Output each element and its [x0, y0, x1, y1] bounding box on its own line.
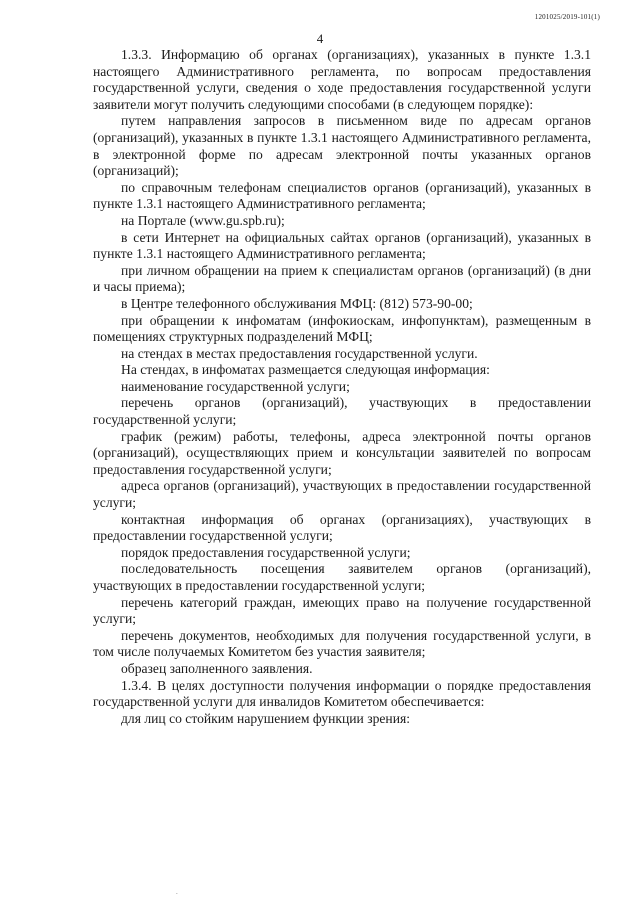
paragraph-1-3-3: 1.3.3. Информацию об органах (организациях), указанных в пункте 1.3.1 настоящего Административного регламента, по вопросам предоставления государственной услуги, сведения о ходе предоставления государственной услуги заявители могут получить следующими способами (в следующем порядке):: [93, 47, 591, 112]
list-item-visit-sequence: последовательность посещения заявителем органов (организаций), участвующих в предоставлении государственной услуги;: [93, 561, 591, 593]
document-body: [93, 47, 591, 727]
list-item-written-requests: путем направления запросов в письменном виде по адресам органов (организаций), указанных в пункте 1.3.1 настоящего Административного регламента, в электронной форме по адресам электронной почты указанных органов (организаций);: [93, 113, 591, 179]
page-number: 4: [316, 31, 324, 46]
list-item-stands: на стендах в местах предоставления государственной услуги.: [121, 345, 478, 361]
paragraph-vision-impaired: для лиц со стойким нарушением функции зрения:: [121, 710, 411, 726]
list-item-portal: на Портале (www.gu.spb.ru);: [121, 212, 285, 228]
document-code: 1201025/2019-101(1): [534, 13, 600, 21]
paragraph-stands-info: На стендах, в инфоматах размещается следующая информация:: [121, 362, 490, 378]
paragraph-1-3-4: 1.3.4. В целях доступности получения информации о порядке предоставления государственной услуги для инвалидов Комитетом обеспечивается:: [93, 677, 591, 710]
list-item-phones: по справочным телефонам специалистов органов (организаций), указанных в пункте 1.3.1 настоящего Административного регламента;: [93, 179, 591, 212]
list-item-sample-form: образец заполненного заявления.: [121, 660, 313, 676]
list-item-organizations: перечень органов (организаций), участвующих в предоставлении государственной услуги;: [93, 395, 591, 428]
list-item-citizen-categories: перечень категорий граждан, имеющих право на получение государственной услуги;: [93, 594, 591, 627]
list-item-internet: в сети Интернет на официальных сайтах органов (организаций), указанных в пункте 1.3.1 настоящего Административного регламента;: [93, 229, 591, 262]
list-item-service-name: наименование государственной услуги;: [121, 378, 350, 394]
list-item-call-center: в Центре телефонного обслуживания МФЦ: (812) 573-90-00;: [121, 295, 473, 311]
list-item-personal-visit: при личном обращении на прием к специалистам органов (организаций) (в дни и часы приема);: [93, 262, 591, 295]
list-item-procedure: порядок предоставления государственной услуги;: [121, 544, 411, 560]
footer-mark: .: [176, 888, 178, 896]
list-item-infomats: при обращении к инфоматам (инфокиоскам, инфопунктам), размещенным в помещениях структурных подразделений МФЦ;: [93, 312, 591, 345]
list-item-contacts: контактная информация об органах (организациях), участвующих в предоставлении государственной услуги;: [93, 511, 591, 544]
list-item-schedule: график (режим) работы, телефоны, адреса электронной почты органов (организаций), осуществляющих прием и консультации заявителей по вопросам предоставления государственной услуги;: [93, 428, 591, 477]
list-item-addresses: адреса органов (организаций), участвующих в предоставлении государственной услуги;: [93, 478, 591, 511]
list-item-documents: перечень документов, необходимых для получения государственной услуги, в том числе получаемых Комитетом без участия заявителя;: [93, 627, 591, 660]
